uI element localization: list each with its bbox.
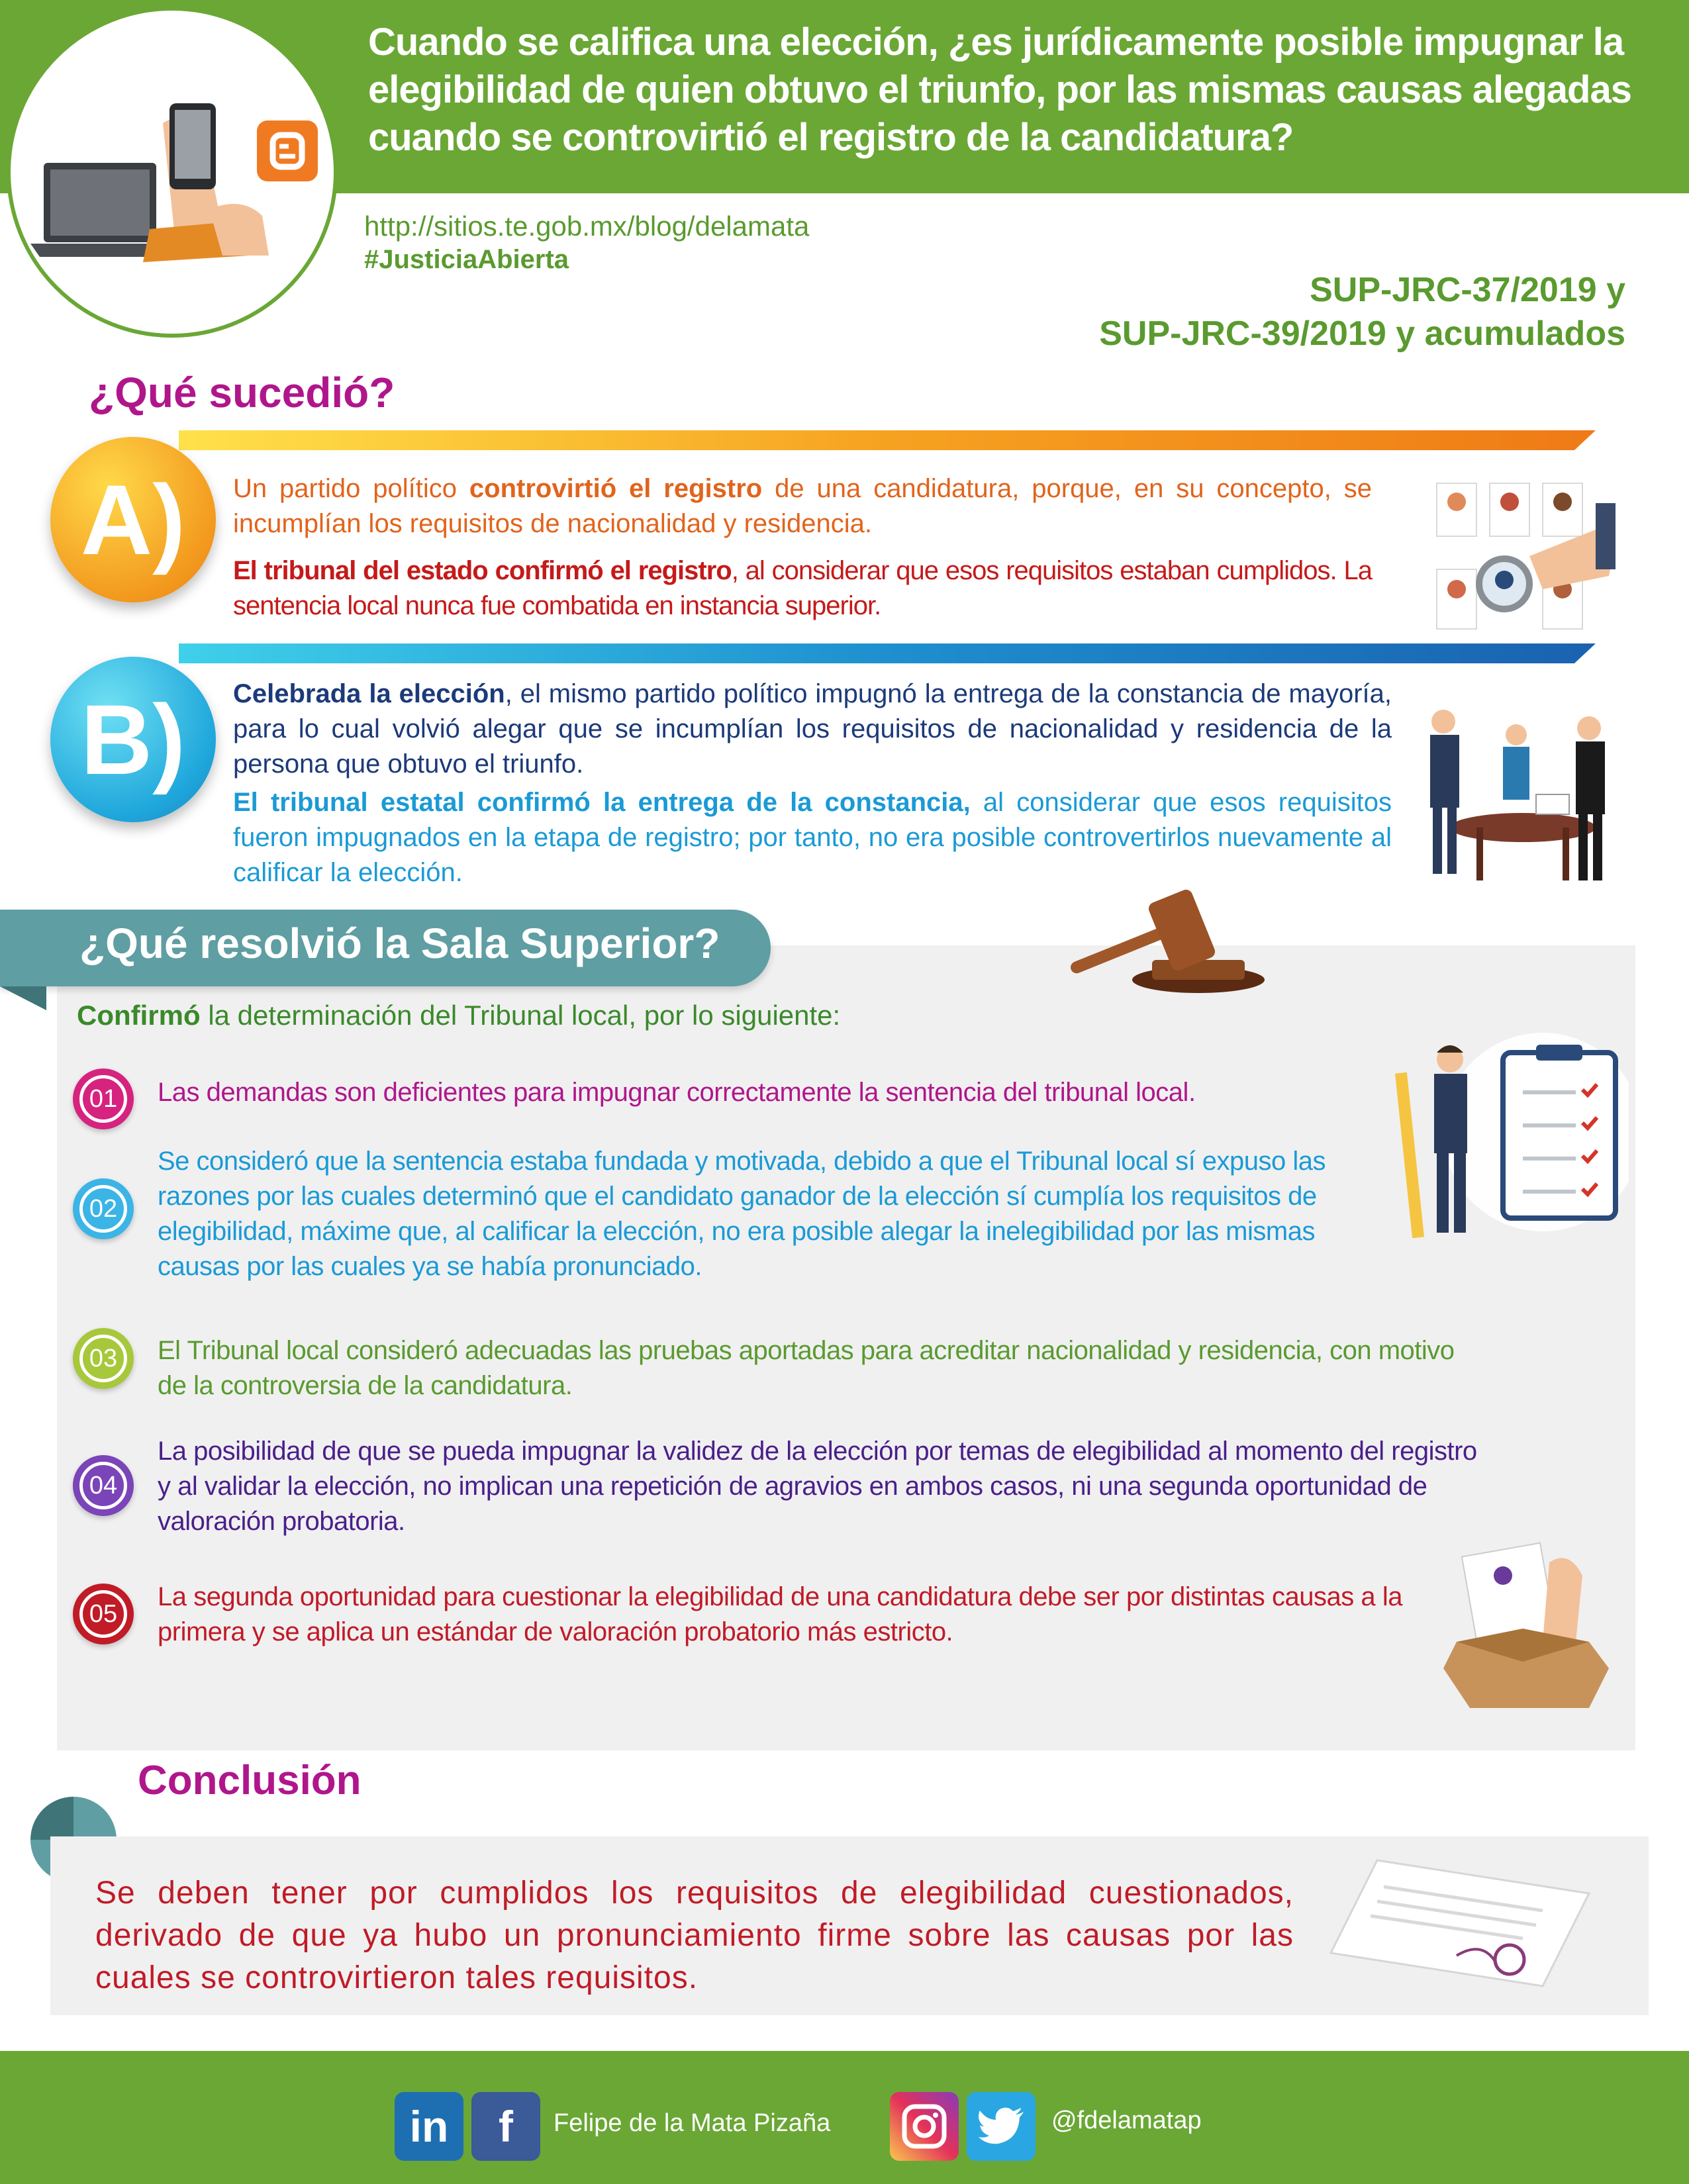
- item-number-04: 04: [73, 1455, 134, 1516]
- section-a-emphasis-2: El tribunal del estado confirmó el registro: [233, 556, 732, 585]
- section-title-conclusion: Conclusión: [138, 1758, 362, 1803]
- twitter-icon[interactable]: [967, 2092, 1036, 2161]
- section-title-sala: ¿Qué resolvió la Sala Superior?: [79, 920, 720, 967]
- instagram-icon[interactable]: [890, 2092, 959, 2161]
- section-a-paragraph-1: Un partido político controvirtió el registro de una candidatura, porque, en su concepto, se incumplían los requisitos de nacionalidad y residencia.: [233, 474, 1372, 538]
- section-b-paragraph-1: Celebrada la elección, el mismo partido político impugnó la entrega de la constancia de mayoría, para lo cual volvió alegar que se incumplían los requisitos de nacionalidad y residencia de la persona que obtuvo el triunfo.: [233, 679, 1392, 779]
- blog-url-link[interactable]: http://sitios.te.gob.mx/blog/delamata: [364, 211, 810, 242]
- section-a-emphasis-1: controvirtió el registro: [469, 474, 763, 503]
- case-number-1: SUP-JRC-37/2019 y: [1310, 271, 1625, 309]
- section-a-paragraph-2: El tribunal del estado confirmó el registro, al considerar que esos requisitos estaban cumplidos. La sentencia local nunca fue combatida en instancia superior.: [233, 556, 1372, 620]
- item-number-03: 03: [73, 1328, 134, 1389]
- footer-author-name: Felipe de la Mata Pizaña: [554, 2109, 831, 2137]
- smartphone-hand-icon: [143, 103, 269, 262]
- section-b-bar: [179, 643, 1596, 663]
- item-number-01: 01: [73, 1068, 134, 1129]
- blog-logo-badge: [7, 7, 338, 338]
- section-b-emphasis-1: Celebrada la elección: [233, 679, 505, 708]
- case-number-2: SUP-JRC-39/2019 y acumulados: [1099, 314, 1625, 353]
- sala-intro: Confirmó la determinación del Tribunal local, por lo siguiente:: [77, 1000, 841, 1031]
- section-b-emphasis-2: El tribunal estatal confirmó la entrega de la constancia,: [233, 788, 971, 817]
- certificate-document-icon: [1324, 1847, 1602, 1993]
- item-number-05: 05: [73, 1584, 134, 1644]
- footer: [0, 2051, 1689, 2184]
- facebook-icon[interactable]: f: [471, 2092, 540, 2161]
- linkedin-icon[interactable]: in: [395, 2092, 463, 2161]
- gavel-icon: [1053, 880, 1271, 1000]
- twitter-bird-glyph: [977, 2107, 1025, 2146]
- conclusion-text: Se deben tener por cumplidos los requisitos de elegibilidad cuestionados, derivado de que ya hubo un pronunciamiento firme sobre las causas por las cuales se controvirtieron tales requisitos.: [95, 1875, 1294, 1995]
- section-a-badge: A): [50, 437, 216, 602]
- meeting-people-icon: [1417, 695, 1622, 887]
- laptop-phone-illustration: [11, 11, 334, 334]
- sala-item-02: Se consideró que la sentencia estaba fundada y motivada, debido a que el Tribunal local sí expuso las razones por las cuales determinó que el candidato ganador de la elección sí cumplía los requisitos de elegibilidad, máxime que, al calificar la elección, no era posible alegar la inelegibilidad por las mismas causas por las cuales ya se había pronunciado.: [158, 1147, 1326, 1281]
- sala-intro-emphasis: Confirmó: [77, 1000, 201, 1031]
- section-b-paragraph-2: El tribunal estatal confirmó la entrega de la constancia, al considerar que esos requisitos fueron impugnados en la etapa de registro; por tanto, no era posible controvertirlos nuevamente al calificar la elección.: [233, 788, 1392, 887]
- sala-item-05: La segunda oportunidad para cuestionar la elegibilidad de una candidatura debe ser por distintas causas a la primera y se aplica un estándar de valoración probatorio más estricto.: [158, 1582, 1402, 1646]
- footer-handle: @fdelamatap: [1051, 2107, 1202, 2134]
- sala-banner-fold: [0, 986, 46, 1010]
- sala-item-03: El Tribunal local consideró adecuadas las pruebas aportadas para acreditar nacionalidad y residencia, con motivo de la controversia de la candidatura.: [158, 1336, 1455, 1400]
- sala-item-01: Las demandas son deficientes para impugnar correctamente la sentencia del tribunal local.: [158, 1078, 1196, 1107]
- item-number-02: 02: [73, 1178, 134, 1239]
- sala-item-04: La posibilidad de que se pueda impugnar la validez de la elección por temas de elegibilidad al momento del registro y al validar la elección, no implican una repetición de agravios en ambos casos, ni una segunda oportunidad de valoración probatoria.: [158, 1437, 1477, 1536]
- page-title: Cuando se califica una elección, ¿es jurídicamente posible impugnar la elegibilidad de quien obtuvo el triunfo, por las mismas causas alegadas cuando se controvirtió el registro de la candidatura?: [368, 21, 1631, 159]
- candidates-magnifier-icon: [1430, 477, 1622, 642]
- blogger-icon: [257, 120, 318, 181]
- hashtag[interactable]: #JusticiaAbierta: [364, 245, 569, 274]
- instagram-glyph: [901, 2103, 947, 2150]
- checklist-man-icon: [1390, 1033, 1629, 1251]
- resume-box-icon: [1430, 1536, 1629, 1715]
- section-a-bar: [179, 430, 1596, 450]
- section-b-badge: B): [50, 657, 216, 822]
- section-title-que-sucedio: ¿Qué sucedió?: [89, 369, 395, 416]
